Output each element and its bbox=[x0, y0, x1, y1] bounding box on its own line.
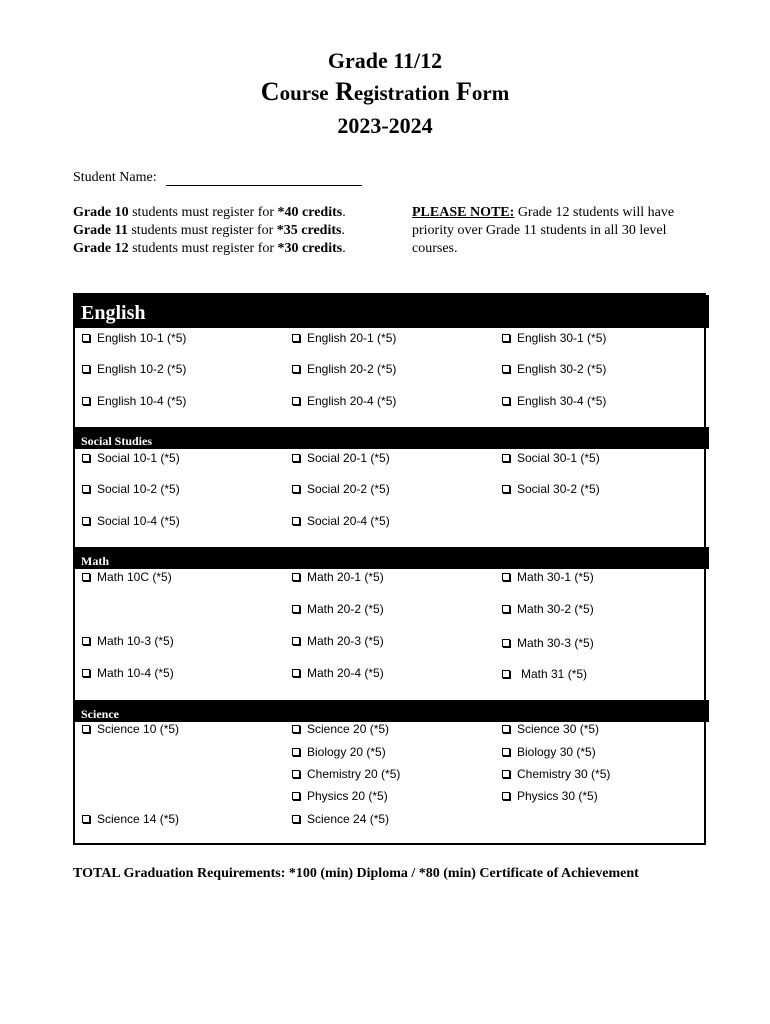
checkbox[interactable] bbox=[82, 573, 90, 581]
checkbox[interactable] bbox=[292, 770, 300, 778]
checkbox[interactable] bbox=[292, 815, 300, 823]
course-science-14[interactable]: Science 14 (*5) bbox=[82, 812, 179, 826]
checkbox[interactable] bbox=[292, 573, 300, 581]
note-label: PLEASE NOTE: bbox=[412, 205, 515, 220]
checkbox[interactable] bbox=[292, 792, 300, 800]
section-header-science: Science bbox=[73, 700, 709, 722]
course-science-20[interactable]: Science 20 (*5) bbox=[292, 722, 389, 736]
course-social-20-1[interactable]: Social 20-1 (*5) bbox=[292, 451, 390, 465]
course-biology-30[interactable]: Biology 30 (*5) bbox=[502, 745, 596, 759]
course-math-10-4[interactable]: Math 10-4 (*5) bbox=[82, 666, 174, 680]
course-physics-20[interactable]: Physics 20 (*5) bbox=[292, 789, 388, 803]
checkbox[interactable] bbox=[82, 397, 90, 405]
checkbox[interactable] bbox=[502, 670, 510, 678]
course-math-30-2[interactable]: Math 30-2 (*5) bbox=[502, 602, 594, 616]
requirement-grade-12: Grade 12 students must register for *30 credits. bbox=[73, 241, 346, 256]
checkbox[interactable] bbox=[292, 365, 300, 373]
student-name-field[interactable] bbox=[166, 171, 362, 186]
course-math-30-3[interactable]: Math 30-3 (*5) bbox=[502, 636, 594, 650]
course-social-20-2[interactable]: Social 20-2 (*5) bbox=[292, 482, 390, 496]
course-math-20-3[interactable]: Math 20-3 (*5) bbox=[292, 634, 384, 648]
course-english-30-4[interactable]: English 30-4 (*5) bbox=[502, 394, 606, 408]
checkbox[interactable] bbox=[502, 725, 510, 733]
course-math-10c[interactable]: Math 10C (*5) bbox=[82, 570, 172, 584]
title-form-name bbox=[0, 76, 770, 109]
course-english-30-2[interactable]: English 30-2 (*5) bbox=[502, 362, 606, 376]
checkbox[interactable] bbox=[82, 454, 90, 462]
checkbox[interactable] bbox=[82, 669, 90, 677]
section-header-social: Social Studies bbox=[73, 427, 709, 449]
checkbox[interactable] bbox=[502, 639, 510, 647]
form-title bbox=[0, 46, 770, 141]
course-english-20-1[interactable]: English 20-1 (*5) bbox=[292, 331, 396, 345]
course-math-31[interactable]: Math 31 (*5) bbox=[502, 667, 587, 681]
student-name-label: Student Name: bbox=[73, 170, 157, 185]
credit-requirements bbox=[73, 204, 383, 258]
checkbox[interactable] bbox=[292, 605, 300, 613]
course-math-20-2[interactable]: Math 20-2 (*5) bbox=[292, 602, 384, 616]
checkbox[interactable] bbox=[292, 454, 300, 462]
checkbox[interactable] bbox=[502, 334, 510, 342]
checkbox[interactable] bbox=[292, 669, 300, 677]
course-math-20-4[interactable]: Math 20-4 (*5) bbox=[292, 666, 384, 680]
checkbox[interactable] bbox=[82, 637, 90, 645]
course-social-10-4[interactable]: Social 10-4 (*5) bbox=[82, 514, 180, 528]
course-math-20-1[interactable]: Math 20-1 (*5) bbox=[292, 570, 384, 584]
student-name-row bbox=[73, 170, 362, 186]
course-science-30[interactable]: Science 30 (*5) bbox=[502, 722, 599, 736]
checkbox[interactable] bbox=[82, 365, 90, 373]
checkbox[interactable] bbox=[502, 485, 510, 493]
course-social-20-4[interactable]: Social 20-4 (*5) bbox=[292, 514, 390, 528]
checkbox[interactable] bbox=[502, 792, 510, 800]
course-social-30-2[interactable]: Social 30-2 (*5) bbox=[502, 482, 600, 496]
course-math-30-1[interactable]: Math 30-1 (*5) bbox=[502, 570, 594, 584]
checkbox[interactable] bbox=[502, 365, 510, 373]
checkbox[interactable] bbox=[292, 334, 300, 342]
checkbox[interactable] bbox=[82, 334, 90, 342]
title-form-name-text: Course Registration Form bbox=[260, 77, 510, 106]
checkbox[interactable] bbox=[82, 815, 90, 823]
course-chemistry-20[interactable]: Chemistry 20 (*5) bbox=[292, 767, 400, 781]
section-header-math: Math bbox=[73, 547, 709, 569]
checkbox[interactable] bbox=[502, 748, 510, 756]
checkbox[interactable] bbox=[82, 485, 90, 493]
checkbox[interactable] bbox=[502, 605, 510, 613]
graduation-requirements: TOTAL Graduation Requirements: *100 (min) Diploma / *80 (min) Certificate of Achievement bbox=[73, 866, 639, 881]
course-chemistry-30[interactable]: Chemistry 30 (*5) bbox=[502, 767, 610, 781]
course-social-10-2[interactable]: Social 10-2 (*5) bbox=[82, 482, 180, 496]
course-english-10-1[interactable]: English 10-1 (*5) bbox=[82, 331, 186, 345]
course-social-30-1[interactable]: Social 30-1 (*5) bbox=[502, 451, 600, 465]
course-english-10-2[interactable]: English 10-2 (*5) bbox=[82, 362, 186, 376]
course-english-10-4[interactable]: English 10-4 (*5) bbox=[82, 394, 186, 408]
checkbox[interactable] bbox=[292, 397, 300, 405]
checkbox[interactable] bbox=[82, 725, 90, 733]
checkbox[interactable] bbox=[502, 397, 510, 405]
course-english-20-2[interactable]: English 20-2 (*5) bbox=[292, 362, 396, 376]
course-english-20-4[interactable]: English 20-4 (*5) bbox=[292, 394, 396, 408]
checkbox[interactable] bbox=[82, 517, 90, 525]
course-science-10[interactable]: Science 10 (*5) bbox=[82, 722, 179, 736]
title-year: 2023-2024 bbox=[337, 113, 433, 138]
course-social-10-1[interactable]: Social 10-1 (*5) bbox=[82, 451, 180, 465]
note-text: Grade 12 students will have priority over Grade 11 students in all 30 level courses. bbox=[412, 205, 675, 256]
checkbox[interactable] bbox=[502, 770, 510, 778]
checkbox[interactable] bbox=[292, 748, 300, 756]
checkbox[interactable] bbox=[292, 725, 300, 733]
requirement-grade-10: Grade 10 students must register for *40 credits. bbox=[73, 205, 346, 220]
course-english-30-1[interactable]: English 30-1 (*5) bbox=[502, 331, 606, 345]
checkbox[interactable] bbox=[502, 573, 510, 581]
section-header-english: English bbox=[73, 295, 709, 328]
checkbox[interactable] bbox=[292, 637, 300, 645]
please-note bbox=[412, 204, 712, 258]
checkbox[interactable] bbox=[292, 485, 300, 493]
title-grade: Grade 11/12 bbox=[327, 48, 443, 73]
course-math-10-3[interactable]: Math 10-3 (*5) bbox=[82, 634, 174, 648]
course-biology-20[interactable]: Biology 20 (*5) bbox=[292, 745, 386, 759]
checkbox[interactable] bbox=[502, 454, 510, 462]
course-science-24[interactable]: Science 24 (*5) bbox=[292, 812, 389, 826]
course-physics-30[interactable]: Physics 30 (*5) bbox=[502, 789, 598, 803]
checkbox[interactable] bbox=[292, 517, 300, 525]
requirement-grade-11: Grade 11 students must register for *35 credits. bbox=[73, 223, 345, 238]
